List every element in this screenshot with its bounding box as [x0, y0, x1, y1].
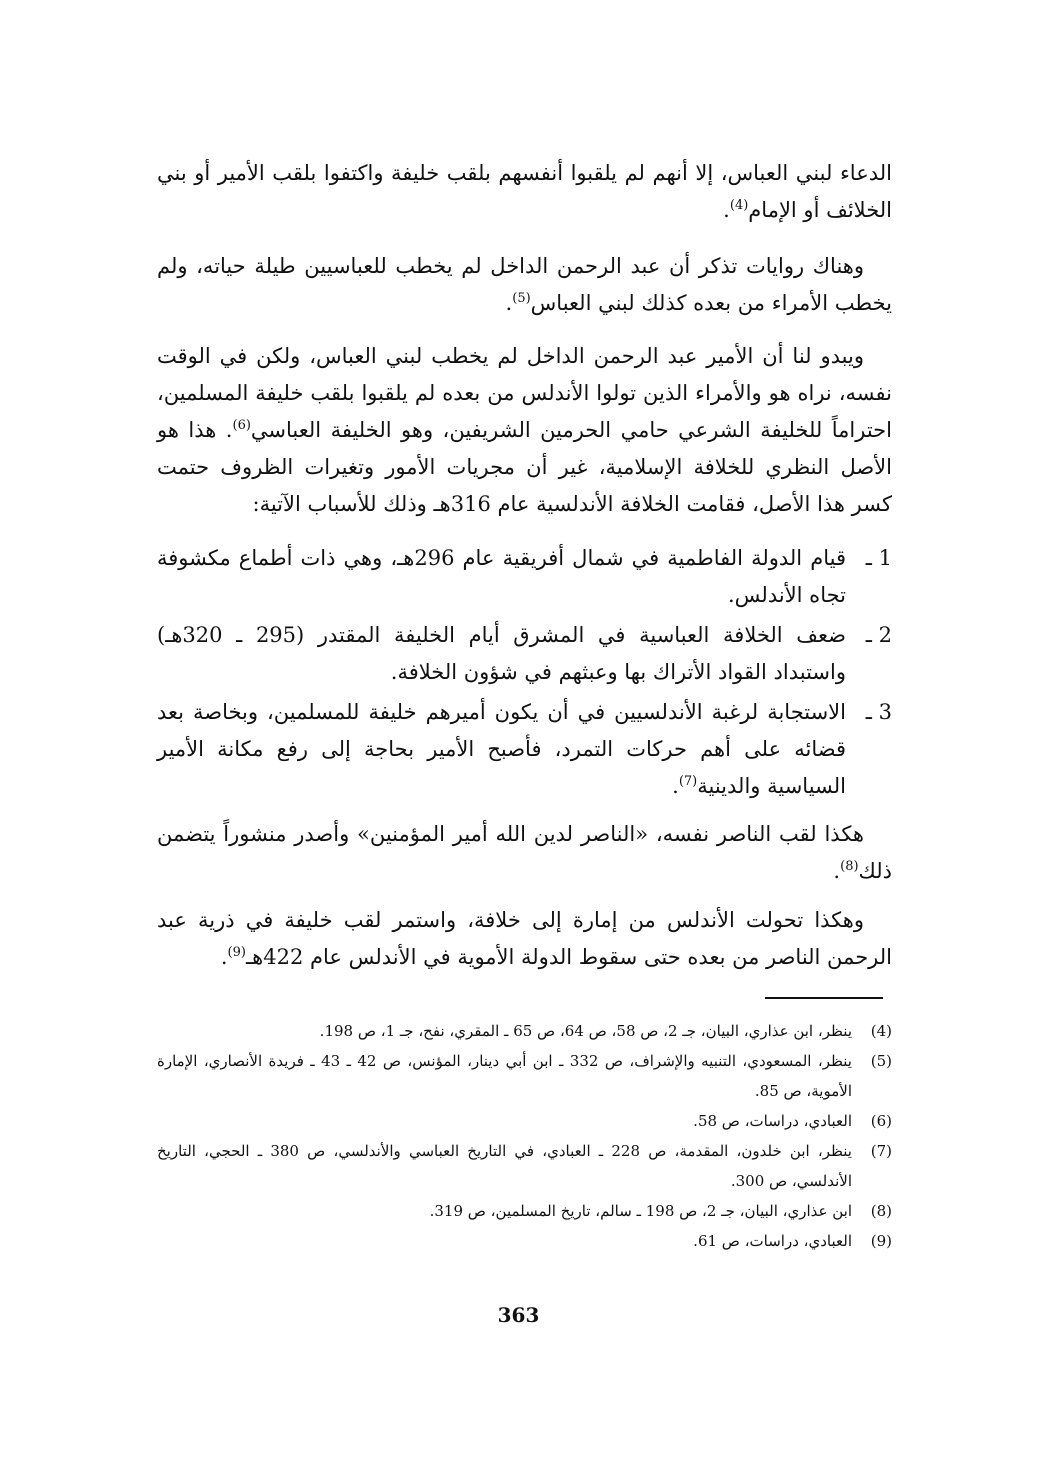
paragraph-text: ويبدو لنا أن الأمير عبد الرحمن الداخل لم يخطب لبني العباس، ولكن في الوقت نفسه، نراه هو والأمراء الذين تولوا الأندلس من بعده لم يلقبوا بلقب خليفة المسلمين، احتراماً للخليفة الشرعي حامي الحرمين الشريفين، وهو الخليفة العباسي: [157, 344, 892, 442]
list-number: 1 ـ: [865, 546, 892, 570]
footnote-6: [157, 1106, 892, 1136]
paragraph-tail: .: [505, 291, 513, 315]
paragraph-asl-nazari: [157, 338, 892, 523]
footnote-text: العبادي، دراسات، ص 61.: [693, 1232, 852, 1250]
list-number: 2 ـ: [865, 623, 892, 647]
footnote-number: (7): [870, 1142, 892, 1160]
paragraph-khilafa: [157, 902, 892, 976]
footnote-divider: [765, 997, 883, 999]
footnote-4: [157, 1016, 892, 1046]
list-number: 3 ـ: [865, 700, 892, 724]
paragraph-text: وهناك روايات تذكر أن عبد الرحمن الداخل لم يخطب للعباسيين طيلة حياته، ولم يخطب الأمراء من بعده كذلك لبني العباس: [157, 254, 892, 315]
list-text: ضعف الخلافة العباسية في المشرق أيام الخليفة المقتدر (295 ـ 320هـ) واستبداد القواد الأتراك بها وعبثهم في شؤون الخلافة.: [157, 623, 846, 684]
footnote-number: (9): [870, 1232, 892, 1250]
footnote-ref: (6): [232, 418, 251, 433]
footnote-number: (8): [870, 1202, 892, 1220]
paragraph-text: هكذا لقب الناصر نفسه، «الناصر لدين الله أمير المؤمنين» وأصدر منشوراً يتضمن ذلك: [157, 822, 892, 883]
paragraph-tail: .: [833, 859, 841, 883]
paragraph-tail: .: [723, 198, 730, 222]
footnote-ref: (4): [729, 198, 749, 213]
footnote-5: [157, 1046, 892, 1106]
footnote-ref: (5): [512, 291, 531, 306]
paragraph-continuation: [157, 155, 892, 229]
footnote-number: (6): [870, 1112, 892, 1130]
paragraph-laqab-nasir: [157, 816, 892, 890]
footnote-number: (4): [870, 1022, 892, 1040]
list-text: الاستجابة لرغبة الأندلسيين في أن يكون أميرهم خليفة للمسلمين، وبخاصة بعد قضائه على أهم حركات التمرد، فأصبح الأمير بحاجة إلى رفع مكانة الأمير السياسية والدينية: [157, 700, 846, 798]
footnotes: [157, 1016, 892, 1256]
paragraph-tail: .: [220, 945, 228, 969]
paragraph-text: الدعاء لبني العباس، إلا أنهم لم يلقبوا أنفسهم بلقب خليفة واكتفوا بلقب الأمير أو بني الخلائف أو الإمام: [157, 161, 892, 222]
list-item-3: [157, 694, 892, 805]
paragraph-text: وهكذا تحولت الأندلس من إمارة إلى خلافة، واستمر لقب خليفة في ذرية عبد الرحمن الناصر من بعده حتى سقوط الدولة الأموية في الأندلس عام 422هـ: [157, 908, 892, 969]
footnote-ref: (8): [840, 859, 859, 874]
list-item-2: [157, 617, 892, 691]
footnote-text: ينظر، ابن خلدون، المقدمة، ص 228 ـ العبادي، في التاريخ العباسي والأندلسي، ص 380 ـ الحجي، التاريخ الأندلسي، ص 300.: [157, 1142, 852, 1190]
list-text: قيام الدولة الفاطمية في شمال أفريقية عام 296هـ، وهي ذات أطماع مكشوفة تجاه الأندلس.: [157, 546, 846, 607]
footnote-7: [157, 1136, 892, 1196]
footnote-number: (5): [870, 1052, 892, 1070]
footnote-8: [157, 1196, 892, 1226]
paragraph-riwayat: [157, 248, 892, 322]
footnote-ref: (7): [678, 774, 698, 789]
list-tail: .: [672, 774, 679, 798]
footnote-9: [157, 1226, 892, 1256]
footnote-text: ابن عذاري، البيان، جـ 2، ص 198 ـ سالم، تاريخ المسلمين، ص 319.: [429, 1202, 852, 1220]
footnote-text: العبادي، دراسات، ص 58.: [693, 1112, 852, 1130]
page-number: 363: [497, 1303, 540, 1327]
footnote-text: ينظر، المسعودي، التنبيه والإشراف، ص 332 ـ ابن أبي دينار، المؤنس، ص 42 ـ 43 ـ فريدة الأنصاري، الإمارة الأموية، ص 85.: [157, 1052, 852, 1100]
footnote-ref: (9): [227, 945, 246, 960]
paragraph-tail: . هذا هو الأصل النظري للخلافة الإسلامية، غير أن مجريات الأمور وتغيرات الظروف حتمت كسر هذا الأصل، فقامت الخلافة الأندلسية عام 316هـ وذلك للأسباب الآتية:: [157, 418, 892, 516]
footnote-text: ينظر، ابن عذاري، البيان، جـ 2، ص 58، ص 64، ص 65 ـ المقري، نفح، جـ 1، ص 198.: [319, 1022, 852, 1040]
list-item-1: [157, 540, 892, 614]
